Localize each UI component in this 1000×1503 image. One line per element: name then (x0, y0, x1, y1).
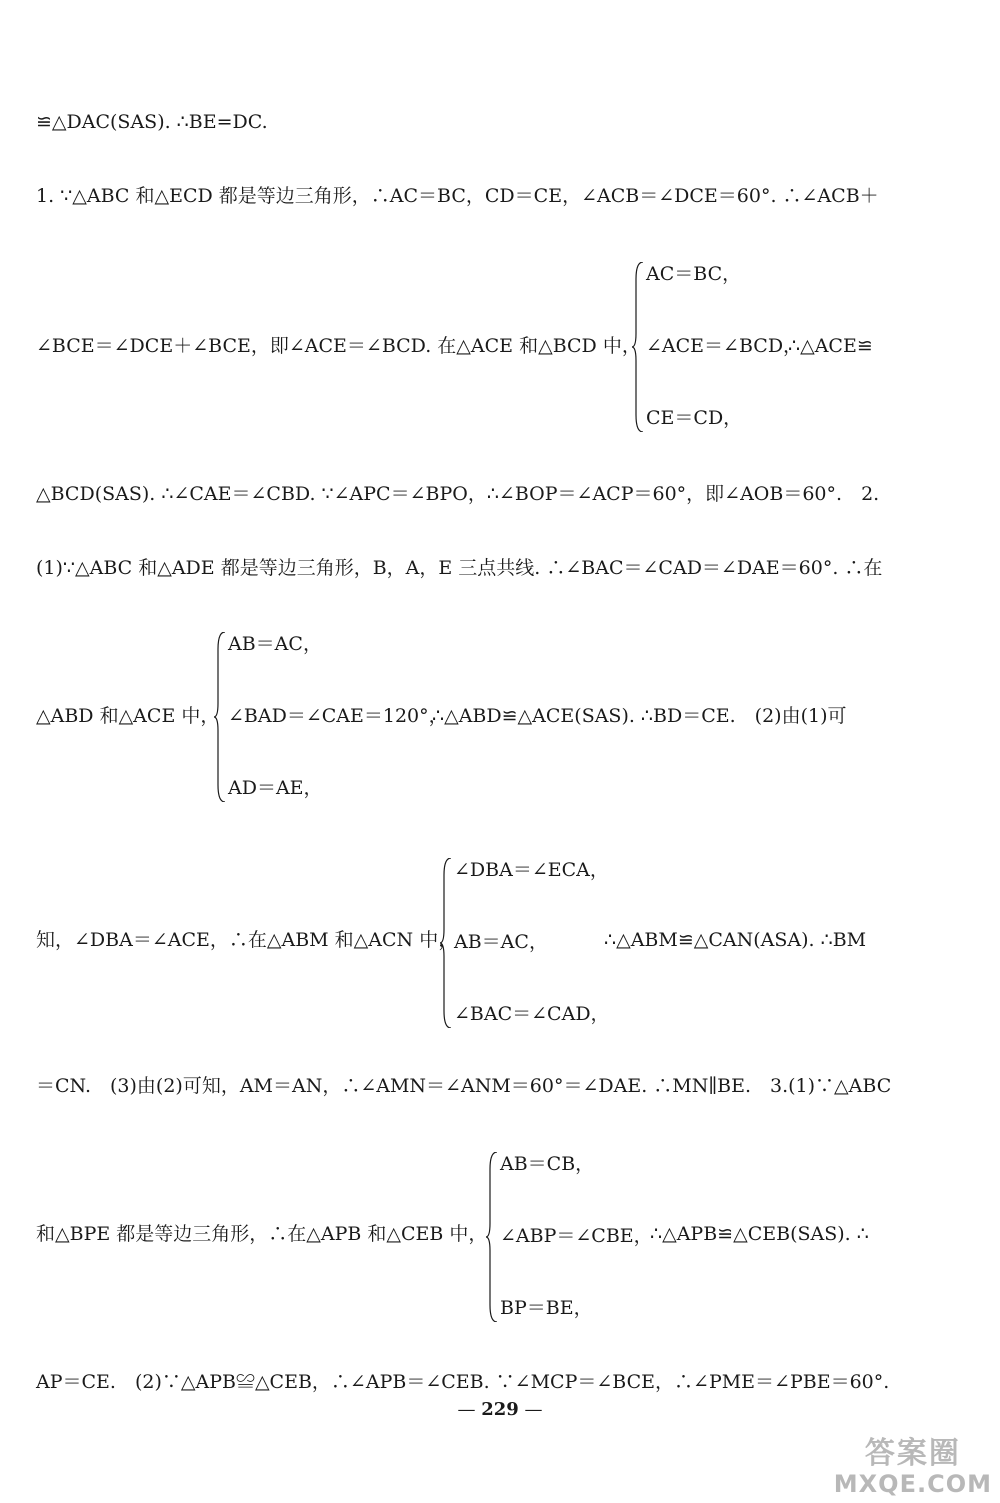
system-3-row-3: ∠BAC＝∠CAD， (454, 1003, 610, 1025)
system-4-row-3: BP＝BE， (500, 1297, 593, 1319)
text-line-3-after: ∴△ACE≌ (788, 335, 873, 357)
system-1-row-1: AC＝BC， (646, 263, 742, 285)
system-2-row-1: AB＝AC， (228, 633, 322, 655)
watermark-en: MXQE.COM (833, 1470, 992, 1498)
text-line-10: AP＝CE. (2)∵△APB≌△CEB，∴∠APB＝∠CEB. ∵∠MCP＝∠BCE，∴∠PME＝∠PBE＝60°. (36, 1371, 890, 1393)
system-1-row-3: CE＝CD， (646, 407, 743, 429)
equation-system-4 (486, 1152, 666, 1322)
text-line-9-after: ∴△APB≌△CEB(SAS). ∴ (650, 1223, 869, 1245)
left-brace-icon (632, 262, 644, 432)
equation-system-1 (632, 262, 812, 432)
equation-system-2 (214, 632, 448, 802)
left-brace-icon (214, 632, 226, 802)
text-line-4: △BCD(SAS). ∴∠CAE＝∠CBD. ∵∠APC＝∠BPO，∴∠BOP＝∠ACP＝60°，即∠AOB＝60°. 2. (36, 483, 880, 505)
system-2-row-3: AD＝AE， (228, 777, 323, 799)
text-line-8: ＝CN. (3)由(2)可知，AM＝AN，∴∠AMN＝∠ANM＝60°＝∠DAE. ∴MN∥BE. 3.(1)∵△ABC (36, 1075, 892, 1097)
text-line-9: 和△BPE 都是等边三角形，∴在△APB 和△CEB 中， (36, 1223, 488, 1245)
text-line-7-after: ∴△ABM≌△CAN(ASA). ∴BM (604, 929, 867, 951)
system-3-row-2: AB＝AC， (454, 931, 548, 953)
text-line-1: ≌△DAC(SAS). ∴BE=DC. (36, 111, 268, 133)
watermark-cn: 答案圈 (864, 1436, 961, 1471)
text-line-3: ∠BCE＝∠DCE＋∠BCE，即∠ACE＝∠BCD. 在△ACE 和△BCD 中， (36, 335, 641, 357)
text-line-2: 1. ∵△ABC 和△ECD 都是等边三角形，∴AC＝BC，CD＝CE，∠ACB＝∠DCE＝60°. ∴∠ACB＋ (36, 185, 879, 207)
system-4-row-1: AB＝CB， (500, 1153, 595, 1175)
text-line-6-after: ∴△ABD≌△ACE(SAS). ∴BD＝CE. (2)由(1)可 (432, 705, 847, 727)
system-3-row-1: ∠DBA＝∠ECA， (454, 859, 609, 881)
system-2-row-2: ∠BAD＝∠CAE＝120°， (228, 705, 448, 727)
system-1-row-2: ∠ACE＝∠BCD， (646, 335, 803, 357)
page-number: — 229 — (457, 1399, 543, 1420)
page-number-value: 229 (481, 1399, 519, 1420)
system-4-row-2: ∠ABP＝∠CBE， (500, 1225, 653, 1247)
left-brace-icon (486, 1152, 498, 1322)
equation-system-3 (440, 858, 620, 1028)
text-line-7: 知，∠DBA＝∠ACE，∴在△ABM 和△ACN 中， (36, 929, 458, 951)
watermark-logo (834, 1437, 992, 1497)
text-line-6: △ABD 和△ACE 中， (36, 705, 220, 727)
left-brace-icon (440, 858, 452, 1028)
text-line-5: (1)∵△ABC 和△ADE 都是等边三角形，B，A，E 三点共线. ∴∠BAC＝∠CAD＝∠DAE＝60°. ∴在 (36, 557, 883, 579)
